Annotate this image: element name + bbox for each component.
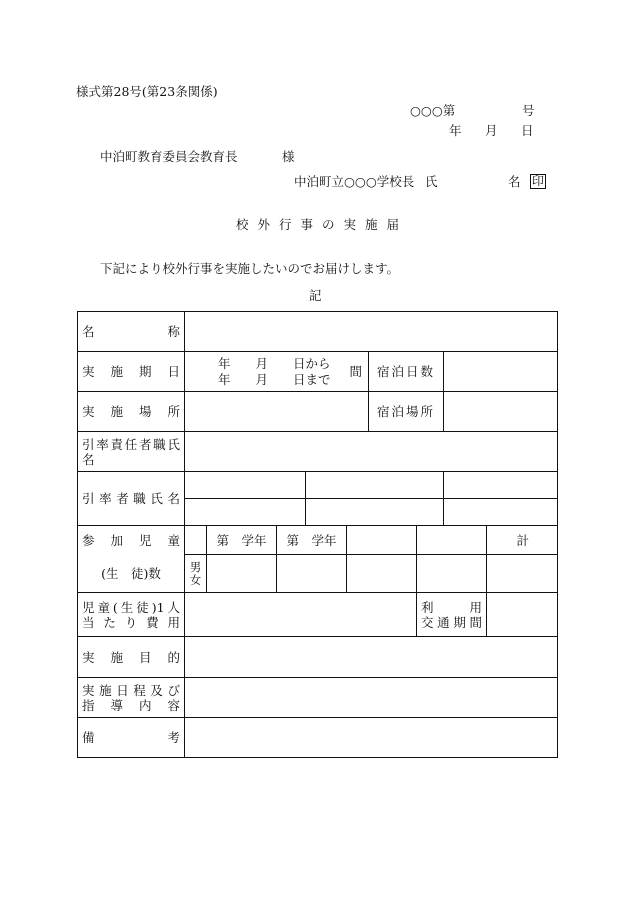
grade-2-count[interactable]: [277, 555, 347, 593]
stay-days-label-cell: 宿泊日数: [369, 352, 444, 392]
ki-heading: 記: [309, 288, 322, 303]
form-number: 様式第28号(第23条関係): [76, 84, 218, 99]
document-title: 校外行事の実施届: [236, 217, 409, 232]
intro-text: 下記により校外行事を実施したいのでお届けします。: [100, 261, 400, 276]
transport-value-cell[interactable]: [487, 593, 558, 637]
name-value-cell[interactable]: [185, 312, 558, 352]
name-label-cell: 名称: [78, 312, 185, 352]
seal-mark: 印: [532, 174, 545, 188]
remarks-value-cell[interactable]: [185, 718, 558, 758]
period-from: 年 月 日から: [218, 356, 331, 371]
total-header: 計: [487, 526, 558, 555]
honorific: 様: [282, 149, 295, 164]
participants-label-bottom: (生 徒)数: [78, 555, 185, 593]
document-number-prefix: ○○○第: [410, 103, 456, 118]
grade-4-count[interactable]: [417, 555, 487, 593]
cost-value-cell[interactable]: [185, 593, 417, 637]
row-place: [78, 392, 558, 432]
gender-header-cell: [185, 526, 207, 555]
purpose-value-cell[interactable]: [185, 637, 558, 678]
stay-place-value-cell[interactable]: [444, 392, 558, 432]
total-count[interactable]: [487, 555, 558, 593]
date-month: 月: [485, 123, 498, 138]
grade-4-header[interactable]: [417, 526, 487, 555]
row-participants-values: [78, 555, 558, 593]
gender-male: 男: [189, 559, 202, 574]
place-label-cell: 実施場所: [78, 392, 185, 432]
date-year: 年: [449, 123, 462, 138]
gender-cell: [185, 555, 207, 593]
leader-value-cell[interactable]: [185, 432, 558, 472]
staff-cell-3[interactable]: [444, 472, 558, 499]
grade-1-count[interactable]: [207, 555, 277, 593]
gender-female: 女: [189, 572, 202, 587]
staff-cell-5[interactable]: [306, 499, 444, 526]
row-schedule: [78, 678, 558, 718]
row-remarks: [78, 718, 558, 758]
grade-2-header: 第 学年: [277, 526, 347, 555]
transport-label-cell: 利用 交通期間: [417, 593, 487, 637]
staff-label-cell: 引率者職氏名: [78, 472, 185, 526]
row-participants-header: [78, 526, 558, 555]
document-number-suffix: 号: [522, 103, 535, 118]
grade-3-count[interactable]: [347, 555, 417, 593]
stay-days-value-cell[interactable]: [444, 352, 558, 392]
report-form-table: [77, 311, 558, 758]
stay-place-label-cell: 宿泊場所: [369, 392, 444, 432]
row-leader: [78, 432, 558, 472]
sender-school: 中泊町立○○○学校長: [294, 174, 415, 189]
surname-label: 氏: [425, 174, 438, 189]
schedule-label-cell: 実施日程及び 指導内容: [78, 678, 185, 718]
addressee: 中泊町教育委員会教育長: [100, 149, 238, 164]
row-cost: [78, 593, 558, 637]
staff-cell-1[interactable]: [185, 472, 306, 499]
participants-label-top: 参加児童: [78, 526, 185, 555]
row-staff-1: [78, 472, 558, 499]
period-label-cell: 実施期日: [78, 352, 185, 392]
row-purpose: [78, 637, 558, 678]
grade-1-header: 第 学年: [207, 526, 277, 555]
date-day: 日: [521, 123, 534, 138]
staff-cell-6[interactable]: [444, 499, 558, 526]
purpose-label-cell: 実施目的: [78, 637, 185, 678]
leader-label-cell: 引率責任者職氏名: [78, 432, 185, 472]
staff-cell-2[interactable]: [306, 472, 444, 499]
place-value-cell[interactable]: [185, 392, 369, 432]
period-value-cell[interactable]: [185, 352, 369, 392]
remarks-label-cell: 備考: [78, 718, 185, 758]
row-name: [78, 312, 558, 352]
period-unit: 間: [349, 364, 362, 379]
row-period: [78, 352, 558, 392]
staff-cell-4[interactable]: [185, 499, 306, 526]
name-label: 名: [508, 174, 521, 189]
period-to: 年 月 日まで: [218, 372, 331, 387]
schedule-value-cell[interactable]: [185, 678, 558, 718]
cost-label-cell: 児童(生徒)1人 当たり費用: [78, 593, 185, 637]
grade-3-header[interactable]: [347, 526, 417, 555]
